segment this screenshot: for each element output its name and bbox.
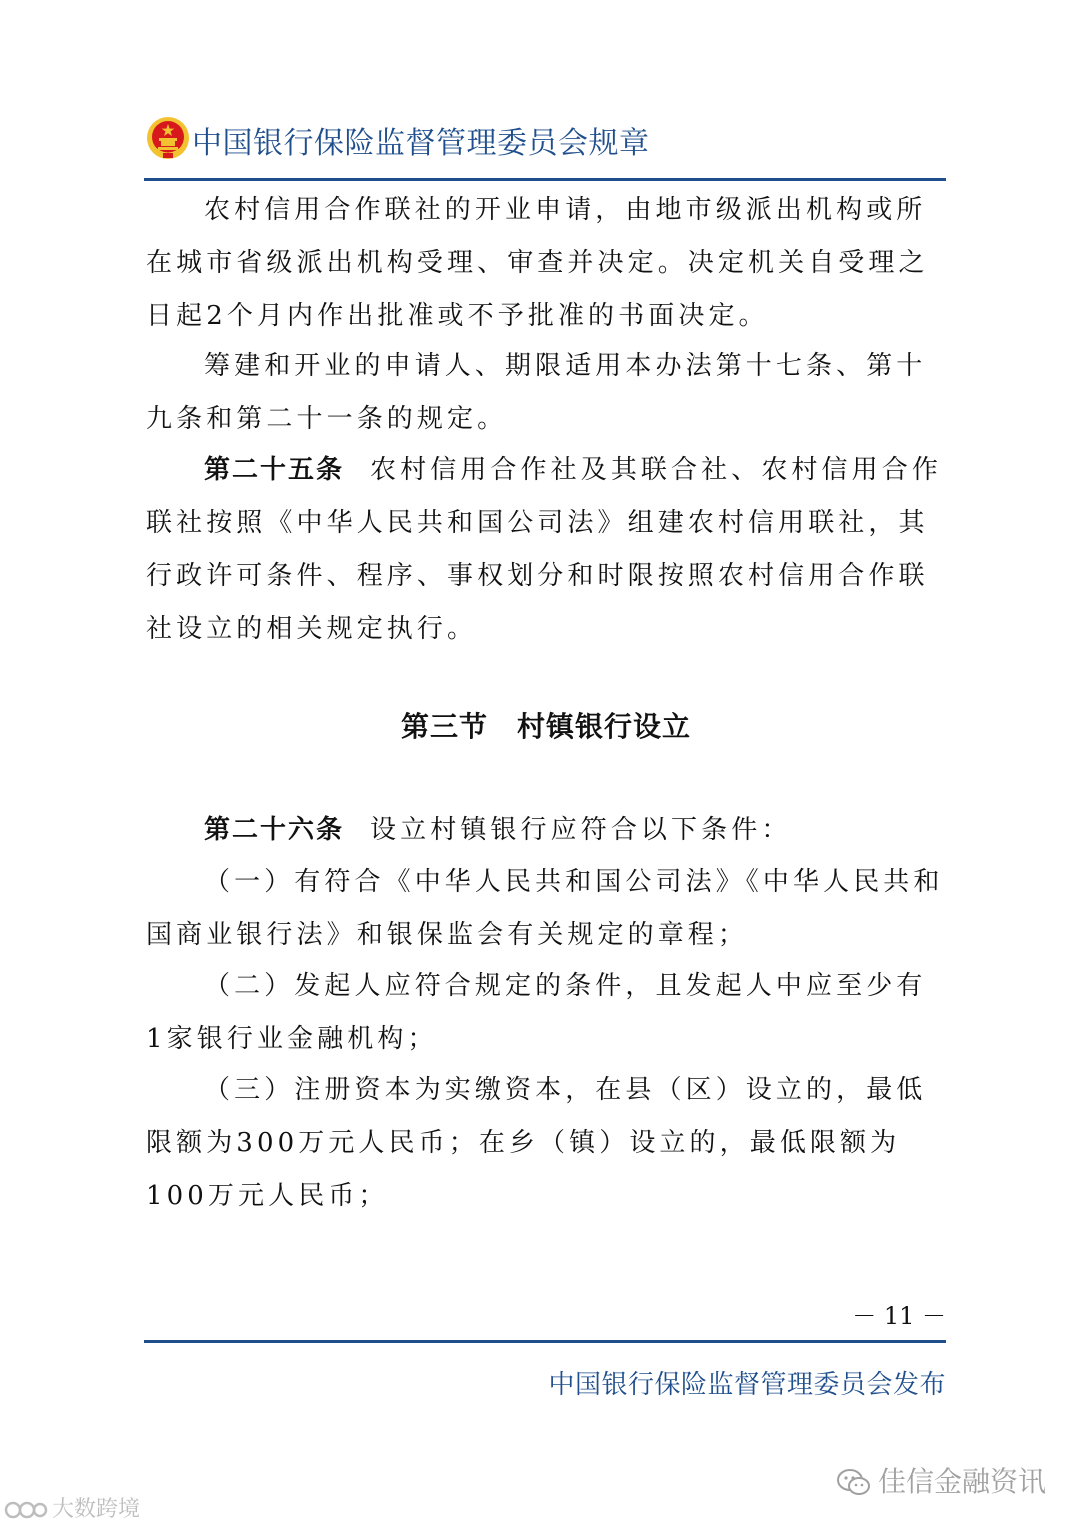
article-26-label: 第二十六条 — [204, 815, 345, 845]
watermark-left-text: 大数跨境 — [52, 1497, 141, 1522]
header-rule — [144, 178, 946, 181]
dashu-logo-icon — [4, 1498, 48, 1522]
paragraph-opening-application: 农村信用合作联社的开业申请，由地市级派出机构或所在城市省级派出机构受理、审查并决定。决定机关自受理之日起2个月内作出批准或不予批准的书面决定。 — [146, 195, 929, 331]
watermark-left — [4, 1492, 140, 1522]
article-25-text: 农村信用合作社及其联合社、农村信用合作联社按照《中华人民共和国公司法》组建农村信用联社，其行政许可条件、程序、事权划分和时限按照农村信用合作联社设立的相关规定执行。 — [146, 455, 942, 644]
page-number: － 11 － — [852, 1302, 946, 1330]
article-25 — [146, 444, 946, 656]
list-item-1: （一）有符合《中华人民共和国公司法》《中华人民共和国商业银行法》和银保监会有关规定的章程； — [146, 867, 944, 950]
article-26-text: 设立村镇银行应符合以下条件： — [370, 815, 792, 845]
national-emblem-icon — [146, 116, 190, 160]
watermark-right-text: 佳信金融资讯 — [877, 1465, 1046, 1498]
section-title: 第三节 村镇银行设立 — [400, 710, 691, 743]
wechat-icon — [836, 1468, 872, 1498]
watermark-right — [836, 1460, 1046, 1500]
article-26 — [146, 804, 946, 857]
list-item-3: （三）注册资本为实缴资本，在县（区）设立的，最低限额为300万元人民币；在乡（镇）设立的，最低限额为100万元人民币； — [146, 1075, 927, 1211]
footer-publisher: 中国银行保险监督管理委员会发布 — [548, 1370, 946, 1400]
page-header — [146, 116, 946, 162]
footer-rule — [144, 1340, 946, 1343]
header-title: 中国银行保险监督管理委员会规章 — [192, 126, 650, 161]
paragraph-applicants-deadlines: 筹建和开业的申请人、期限适用本办法第十七条、第十九条和第二十一条的规定。 — [146, 351, 927, 434]
list-item-2: （二）发起人应符合规定的条件，且发起人中应至少有1家银行业金融机构； — [146, 971, 927, 1054]
article-25-label: 第二十五条 — [204, 455, 345, 485]
